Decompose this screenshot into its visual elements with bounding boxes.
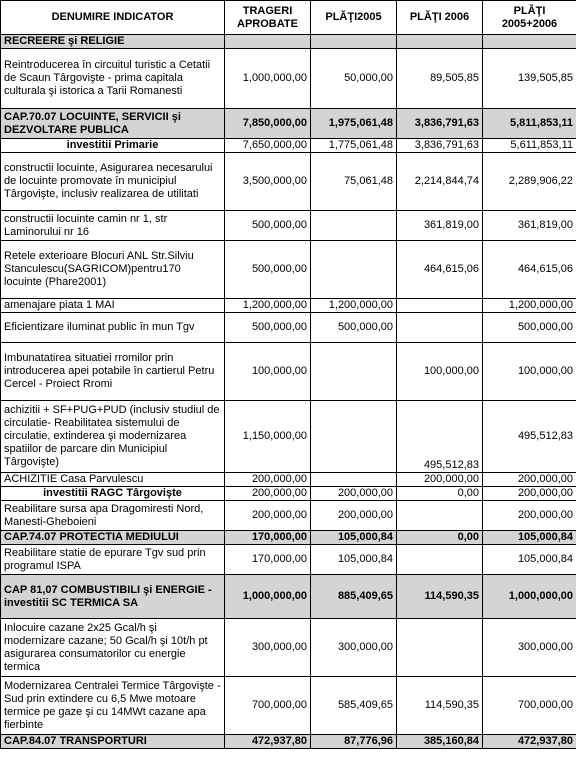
cell-trageri: 170,000,00 [225, 545, 311, 575]
cell-plati-total: 105,000,84 [483, 545, 576, 575]
cell-plati-total: 100,000,00 [483, 343, 576, 401]
cell-plati-2005 [311, 241, 397, 299]
row-label: Reabilitare sursa apa Dragomiresti Nord, Manesti-Gheboieni [1, 501, 225, 531]
cell-trageri: 500,000,00 [225, 313, 311, 343]
cell-plati-2005 [311, 401, 397, 473]
row-label: investitii Primarie [1, 139, 225, 153]
row-label: Reintroducerea în circuitul turistic a Cetatii de Scaun Târgovişte - prima capitala culturala şi istorica a Tarii Romanesti [1, 49, 225, 109]
row-label: ACHIZITIE Casa Parvulescu [1, 473, 225, 487]
table-row [1, 211, 576, 241]
table-row [1, 401, 576, 473]
cell-plati-2006: 200,000,00 [397, 473, 483, 487]
cell-trageri: 1,000,000,00 [225, 575, 311, 619]
cell-plati-2006: 100,000,00 [397, 343, 483, 401]
cell-plati-total: 495,512,83 [483, 401, 576, 473]
table-row [1, 139, 576, 153]
row-label: CAP.84.07 TRANSPORTURI [1, 735, 225, 749]
cell-plati-2005: 1,975,061,48 [311, 109, 397, 139]
cell-plati-2005 [311, 35, 397, 49]
cell-trageri: 500,000,00 [225, 241, 311, 299]
cell-plati-total: 1,200,000,00 [483, 299, 576, 313]
table-row [1, 575, 576, 619]
row-label: RECREERE şi RELIGIE [1, 35, 225, 49]
cell-plati-2006: 361,819,00 [397, 211, 483, 241]
row-label: amenajare piata 1 MAI [1, 299, 225, 313]
cell-trageri: 1,000,000,00 [225, 49, 311, 109]
cell-trageri: 1,200,000,00 [225, 299, 311, 313]
cell-plati-2005 [311, 473, 397, 487]
cell-plati-2006: 3,836,791,63 [397, 109, 483, 139]
header-trageri: TRAGERI APROBATE [225, 1, 311, 35]
cell-plati-2006: 89,505,85 [397, 49, 483, 109]
cell-plati-2006 [397, 545, 483, 575]
cell-plati-total [483, 35, 576, 49]
cell-plati-2005: 105,000,84 [311, 531, 397, 545]
cell-plati-2006: 495,512,83 [397, 401, 483, 473]
cell-plati-total: 139,505,85 [483, 49, 576, 109]
cell-plati-2005 [311, 211, 397, 241]
cell-trageri: 472,937,80 [225, 735, 311, 749]
row-label: constructii locuinte, Asigurarea necesarului de locuinte promovate în municipiul Târgovişte, inclusiv realizarea de utilitati [1, 153, 225, 211]
row-label: Retele exterioare Blocuri ANL Str.Silviu Stanculescu(SAGRICOM)pentru170 locuinte (Phare2001) [1, 241, 225, 299]
cell-plati-total: 1,000,000,00 [483, 575, 576, 619]
table-row [1, 531, 576, 545]
cell-trageri: 700,000,00 [225, 677, 311, 735]
table-row [1, 545, 576, 575]
table-row [1, 343, 576, 401]
cell-trageri: 500,000,00 [225, 211, 311, 241]
cell-trageri: 100,000,00 [225, 343, 311, 401]
table-row [1, 677, 576, 735]
row-label: CAP.74.07 PROTECTIA MEDIULUI [1, 531, 225, 545]
cell-plati-2006: 3,836,791,63 [397, 139, 483, 153]
cell-trageri [225, 35, 311, 49]
header-plati-2006: PLĂŢI 2006 [397, 1, 483, 35]
table-row [1, 153, 576, 211]
cell-plati-total: 200,000,00 [483, 501, 576, 531]
cell-plati-2006: 385,160,84 [397, 735, 483, 749]
row-label: achizitii + SF+PUG+PUD (inclusiv studiul de circulatie- Reabilitatea sistemului de circulatie, extinderea şi modernizarea spatiilor de parcare din Municipiul Târgovişte) [1, 401, 225, 473]
cell-plati-2006: 114,590,35 [397, 677, 483, 735]
header-plati-2005: PLĂŢI2005 [311, 1, 397, 35]
cell-plati-total: 200,000,00 [483, 487, 576, 501]
cell-plati-2006 [397, 299, 483, 313]
row-label: investitii RAGC Târgovişte [1, 487, 225, 501]
table-row [1, 49, 576, 109]
row-label: Reabilitare statie de epurare Tgv sud prin programul ISPA [1, 545, 225, 575]
cell-plati-2006: 0,00 [397, 487, 483, 501]
cell-plati-2005: 500,000,00 [311, 313, 397, 343]
row-label: CAP.70.07 LOCUINTE, SERVICII şi DEZVOLTARE PUBLICA [1, 109, 225, 139]
cell-trageri: 7,650,000,00 [225, 139, 311, 153]
cell-trageri: 7,850,000,00 [225, 109, 311, 139]
table-row [1, 501, 576, 531]
cell-trageri: 170,000,00 [225, 531, 311, 545]
cell-plati-total: 105,000,84 [483, 531, 576, 545]
cell-plati-total: 464,615,06 [483, 241, 576, 299]
cell-plati-total: 2,289,906,22 [483, 153, 576, 211]
cell-plati-total: 500,000,00 [483, 313, 576, 343]
cell-plati-2005: 200,000,00 [311, 501, 397, 531]
cell-plati-2005: 50,000,00 [311, 49, 397, 109]
cell-plati-2006 [397, 619, 483, 677]
cell-plati-2005: 75,061,48 [311, 153, 397, 211]
cell-plati-2005: 1,200,000,00 [311, 299, 397, 313]
cell-plati-2006: 0,00 [397, 531, 483, 545]
cell-trageri: 1,150,000,00 [225, 401, 311, 473]
header-row [1, 1, 576, 35]
cell-trageri: 200,000,00 [225, 473, 311, 487]
cell-plati-total: 5,811,853,11 [483, 109, 576, 139]
cell-plati-2005: 105,000,84 [311, 545, 397, 575]
table-row [1, 473, 576, 487]
cell-plati-2005: 200,000,00 [311, 487, 397, 501]
cell-plati-2005 [311, 343, 397, 401]
cell-trageri: 3,500,000,00 [225, 153, 311, 211]
cell-plati-2006: 464,615,06 [397, 241, 483, 299]
cell-plati-2006: 114,590,35 [397, 575, 483, 619]
cell-plati-2005: 1,775,061,48 [311, 139, 397, 153]
header-plati-total: PLĂŢI 2005+2006 [483, 1, 576, 35]
table-row [1, 241, 576, 299]
cell-plati-2005: 300,000,00 [311, 619, 397, 677]
row-label: Modernizarea Centralei Termice Târgovişte - Sud prin extindere cu 6,5 Mwe motoare termice pe gaze şi cu 14MWt cazane apa fierbinte [1, 677, 225, 735]
table-row [1, 735, 576, 749]
cell-plati-2005: 885,409,65 [311, 575, 397, 619]
row-label: CAP 81,07 COMBUSTIBILI şi ENERGIE - investitii SC TERMICA SA [1, 575, 225, 619]
cell-trageri: 300,000,00 [225, 619, 311, 677]
row-label: constructii locuinte camin nr 1, str Laminorului nr 16 [1, 211, 225, 241]
row-label: Imbunatatirea situatiei rromilor prin introducerea apei potabile în cartierul Petru Cercel - Proiect Rromi [1, 343, 225, 401]
cell-plati-total: 361,819,00 [483, 211, 576, 241]
row-label: Eficientizare iluminat public în mun Tgv [1, 313, 225, 343]
cell-plati-2006 [397, 35, 483, 49]
cell-plati-2005: 87,776,96 [311, 735, 397, 749]
row-label: Inlocuire cazane 2x25 Gcal/h şi modernizare cazane; 50 Gcal/h şi 10t/h pt asigurarea consumatorilor cu energie termica [1, 619, 225, 677]
cell-plati-2006 [397, 501, 483, 531]
cell-plati-total: 200,000,00 [483, 473, 576, 487]
table-row [1, 313, 576, 343]
table-row [1, 35, 576, 49]
cell-plati-2005: 585,409,65 [311, 677, 397, 735]
cell-plati-2006 [397, 313, 483, 343]
cell-plati-total: 472,937,80 [483, 735, 576, 749]
header-indicator: DENUMIRE INDICATOR [1, 1, 225, 35]
cell-plati-total: 300,000,00 [483, 619, 576, 677]
cell-plati-2006: 2,214,844,74 [397, 153, 483, 211]
cell-trageri: 200,000,00 [225, 501, 311, 531]
cell-trageri: 200,000,00 [225, 487, 311, 501]
cell-plati-total: 5,611,853,11 [483, 139, 576, 153]
table-row [1, 619, 576, 677]
table-row [1, 487, 576, 501]
cell-plati-total: 700,000,00 [483, 677, 576, 735]
table-row [1, 299, 576, 313]
table-row [1, 109, 576, 139]
